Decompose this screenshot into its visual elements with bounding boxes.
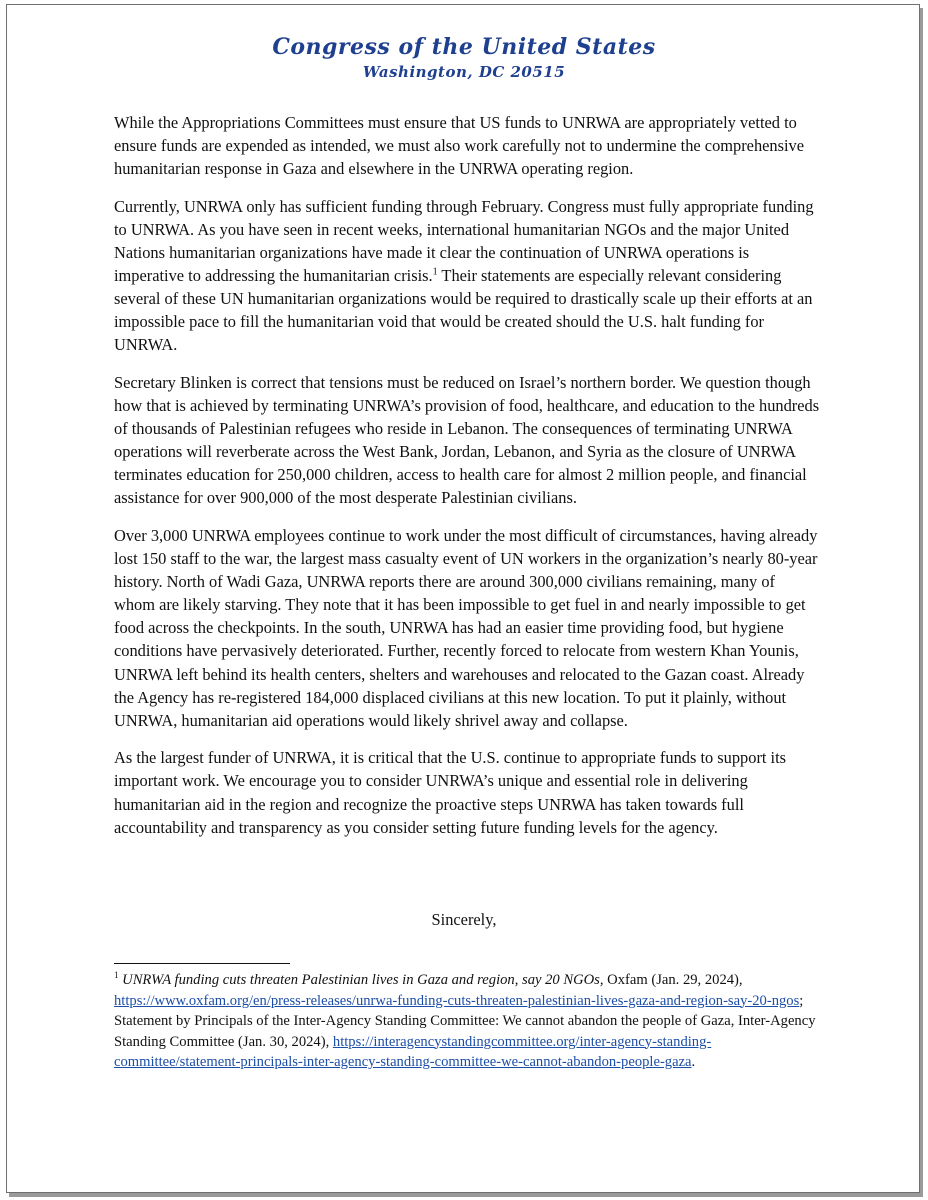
footnote xyxy=(114,970,820,1073)
paragraph-2-text-a: Currently, UNRWA only has sufficient funding through February. Congress must fully appropriate funding to UNRWA. As you have seen in recent weeks, international humanitarian NGOs and the major United Nations humanitarian organizations have made it clear the continuation of UNRWA operations is imperative to addressing the humanitarian crisis. xyxy=(114,196,814,286)
footnote-divider xyxy=(114,963,290,964)
closing-text: Sincerely, xyxy=(431,910,497,929)
footnote-source-1: , Oxfam (Jan. 29, 2024), xyxy=(599,972,743,988)
paragraph-2-text-b: Their statements are especially relevant considering several of these UN humanitarian organizations would be required to drastically scale up their efforts at an impossible pace to fill the humanitarian void that would be created should the U.S. halt funding for UNRWA. xyxy=(114,266,813,355)
letterhead-title: Congress of the United States xyxy=(272,34,656,60)
closing xyxy=(0,910,928,930)
paragraph-4: Over 3,000 UNRWA employees continue to work under the most difficult of circumstances, having already lost 150 staff to the war, the largest mass casualty event of UN workers in the organization’s nearly 80-year history. North of Wadi Gaza, UNRWA reports there are around 300,000 civilians remaining, many of whom are likely starving. They note that it has been impossible to get fuel in and nearly impossible to get food across the checkpoints. In the south, UNRWA has had an easier time providing food, but hygiene conditions have pervasively deteriorated. Further, recently forced to relocate from western Khan Younis, UNRWA left behind its health centers, shelters and warehouses and relocated to the Gazan coast. Already the Agency has re-registered 184,000 displaced civilians at this new location. To put it plainly, without UNRWA, humanitarian aid operations would likely shrivel away and collapse. xyxy=(114,526,818,730)
paragraph-3: Secretary Blinken is correct that tensions must be reduced on Israel’s northern border. We question though how that is achieved by terminating UNRWA’s provision of food, healthcare, and education to the hundreds of thousands of Palestinian refugees who reside in Lebanon. The consequences of terminating UNRWA operations will reverberate across the West Bank, Jordan, Lebanon, and Syria as the closure of UNRWA terminates education for 250,000 children, access to health care for almost 2 million people, and financial assistance for over 900,000 of the most desperate Palestinian civilians. xyxy=(114,372,820,508)
letterhead-city: Washington, DC 20515 xyxy=(362,63,566,81)
footnote-link-oxfam[interactable]: https://www.oxfam.org/en/press-releases/unrwa-funding-cuts-threaten-palestinian-lives-gaza-and-region-say-20-ngos xyxy=(114,992,800,1009)
paragraph-5: As the largest funder of UNRWA, it is critical that the U.S. continue to appropriate funds to support its important work. We encourage you to consider UNRWA’s unique and essential role in delivering humanitarian aid in the region and recognize the proactive steps UNRWA has taken towards full accountability and transparency as you consider setting future funding levels for the agency. xyxy=(114,748,787,837)
letterhead xyxy=(0,33,928,83)
footnote-source-2: ; Statement by Principals of the Inter-Agency Standing Committee: We cannot abandon the people of Gaza, Inter-Agency Standing Committee (Jan. 30, 2024), xyxy=(114,992,816,1050)
footnote-title: UNRWA funding cuts threaten Palestinian lives in Gaza and region, say 20 NGOs xyxy=(122,972,600,988)
footnote-reference[interactable]: 1 xyxy=(432,266,438,278)
letter-body xyxy=(114,111,820,853)
footnote-end: . xyxy=(691,1054,696,1070)
paragraph-1: While the Appropriations Committees must ensure that US funds to UNRWA are appropriately vetted to ensure funds are expended as intended, we must also work carefully not to undermine the comprehensive humanitarian response in Gaza and elsewhere in the UNRWA operating region. xyxy=(114,113,805,179)
footnote-link-iasc[interactable]: https://interagencystandingcommittee.org/inter-agency-standing-committee/statement-principals-inter-agency-standing-committee-we-cannot-abandon-people-gaza xyxy=(114,1033,712,1070)
footnote-marker: 1 xyxy=(114,970,119,981)
paragraph-2 xyxy=(114,195,820,357)
